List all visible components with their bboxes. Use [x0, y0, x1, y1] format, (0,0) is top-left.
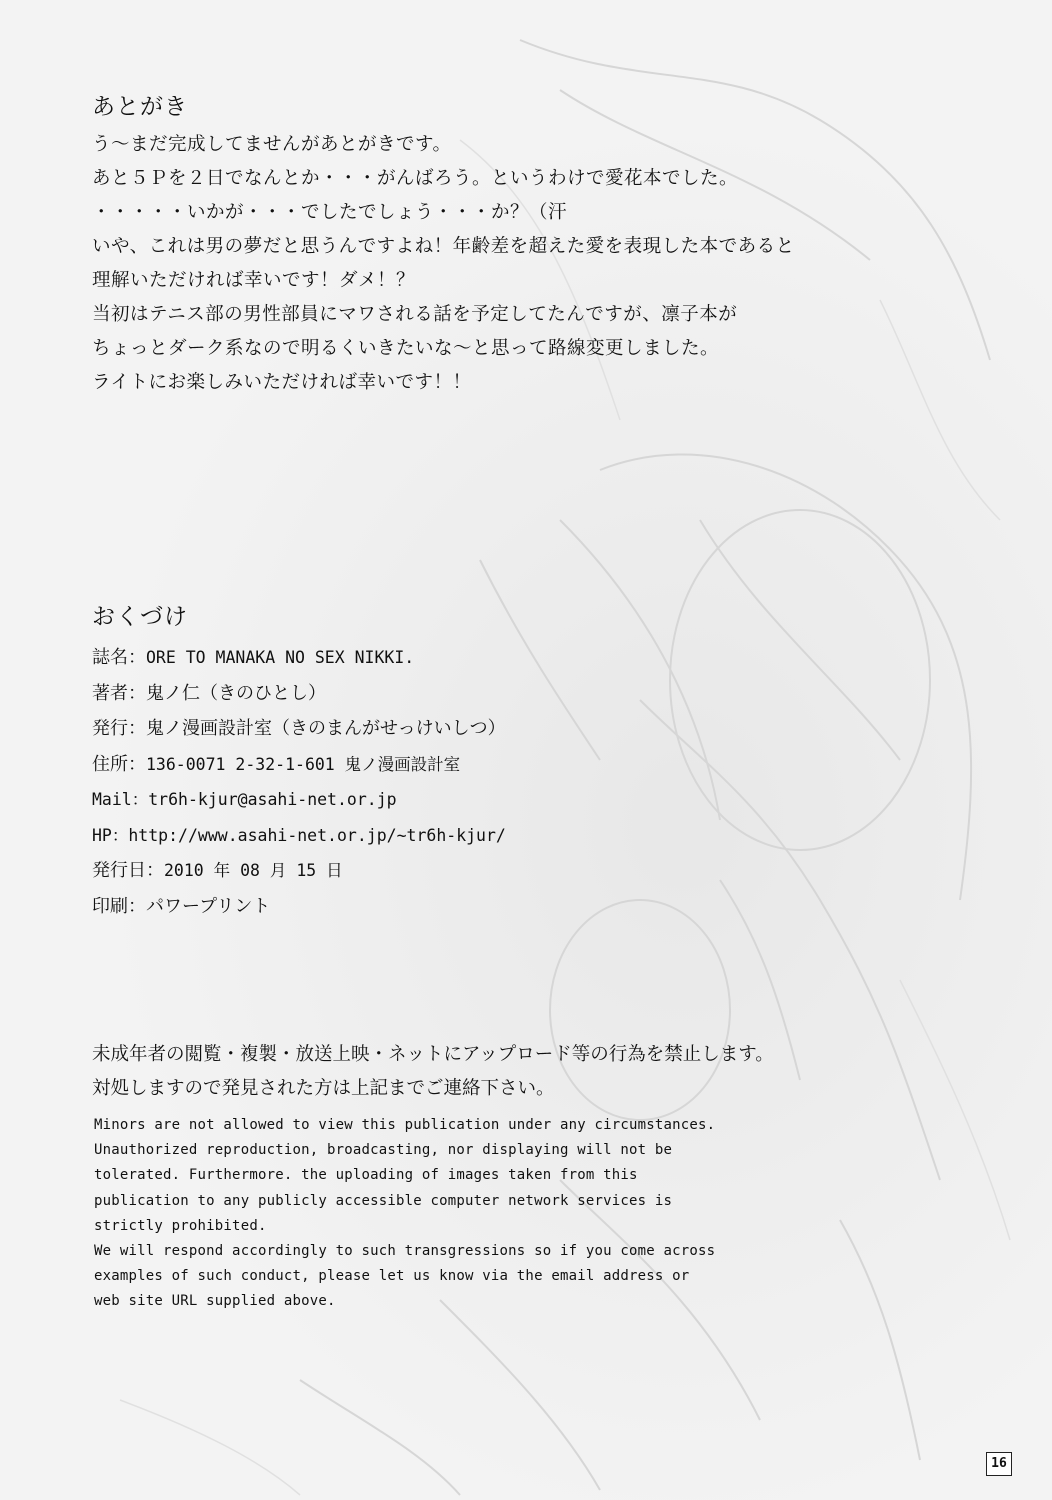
afterword-line: ちょっとダーク系なので明るくいきたいな～と思って路線変更しました。 — [92, 338, 720, 359]
notice-line: We will respond accordingly to such transgressions so if you come across — [94, 1242, 716, 1259]
colophon-label: 発行日： — [92, 860, 164, 881]
notice-line: strictly prohibited. — [94, 1217, 267, 1234]
colophon-row-publisher — [92, 711, 506, 747]
colophon-label: 印刷： — [92, 895, 146, 917]
notice-line: 未成年者の閲覧・複製・放送上映・ネットにアップロード等の行為を禁止します。 — [92, 1044, 774, 1065]
colophon-value: パワープリント — [146, 895, 271, 917]
page-number: 16 — [986, 1452, 1012, 1476]
colophon-label: 住所： — [92, 753, 146, 775]
colophon-row-printer — [92, 889, 506, 925]
colophon-row-mail — [92, 782, 506, 818]
colophon-url-link: http://www.asahi-net.or.jp/~tr6h-kjur/ — [128, 825, 506, 845]
notice-line: Unauthorized reproduction, broadcasting, nor displaying will not be — [94, 1142, 673, 1159]
notice-line: examples of such conduct, please let us know via the email address or — [94, 1268, 690, 1285]
afterword-line: いや、これは男の夢だと思うんですよね！年齢差を超えた愛を表現した本であると — [92, 236, 795, 257]
afterword-line: 当初はテニス部の男性部員にマワされる話を予定してたんですが、凛子本が — [92, 304, 738, 325]
colophon-list — [92, 640, 506, 924]
afterword-heading: あとがき — [92, 94, 188, 120]
afterword-line: ・・・・・いかが・・・でしたでしょう・・・か？（汗 — [92, 202, 568, 223]
afterword-line: う～まだ完成してませんがあとがきです。 — [92, 134, 452, 155]
colophon-label: 著者： — [92, 682, 146, 704]
notice-line: web site URL supplied above. — [94, 1293, 336, 1310]
colophon-value: ORE TO MANAKA NO SEX NIKKI. — [146, 648, 415, 667]
afterword-line: あと５Ｐを２日でなんとか・・・がんばろう。というわけで愛花本でした。 — [92, 168, 739, 189]
afterword-line: ライトにお楽しみいただければ幸いです！！ — [92, 372, 472, 393]
notice-line: Minors are not allowed to view this publication under any circumstances. — [94, 1117, 716, 1133]
colophon-value: 2010 年 08 月 15 日 — [164, 861, 343, 880]
afterword-line: 理解いただければ幸いです！ダメ！？ — [92, 270, 416, 291]
colophon-row-address — [92, 747, 506, 783]
colophon-heading: おくづけ — [92, 604, 188, 630]
notice-line: publication to any publicly accessible computer network services is — [94, 1192, 673, 1209]
colophon-label: HP： — [92, 825, 129, 845]
colophon-label: Mail： — [92, 790, 149, 809]
notice-line: tolerated. Furthermore. the uploading of images taken from this — [94, 1167, 638, 1184]
afterword-body — [92, 128, 795, 400]
notice-japanese — [92, 1038, 774, 1106]
notice-english — [94, 1113, 715, 1315]
colophon-label: 誌名： — [92, 647, 146, 668]
colophon-email-link: tr6h-kjur@asahi-net.or.jp — [148, 790, 397, 809]
colophon-row-author — [92, 676, 506, 712]
colophon-row-title — [92, 640, 506, 676]
colophon-value: 136-0071 2-32-1-601 鬼ノ漫画設計室 — [146, 754, 461, 774]
colophon-row-homepage — [92, 818, 506, 854]
colophon-row-date — [92, 853, 506, 889]
colophon-label: 発行： — [92, 718, 146, 739]
colophon-value: 鬼ノ仁（きのひとし） — [146, 682, 326, 704]
colophon-value: 鬼ノ漫画設計室（きのまんがせっけいしつ） — [146, 718, 506, 739]
notice-line: 対処しますので発見された方は上記までご連絡下さい。 — [92, 1078, 555, 1099]
